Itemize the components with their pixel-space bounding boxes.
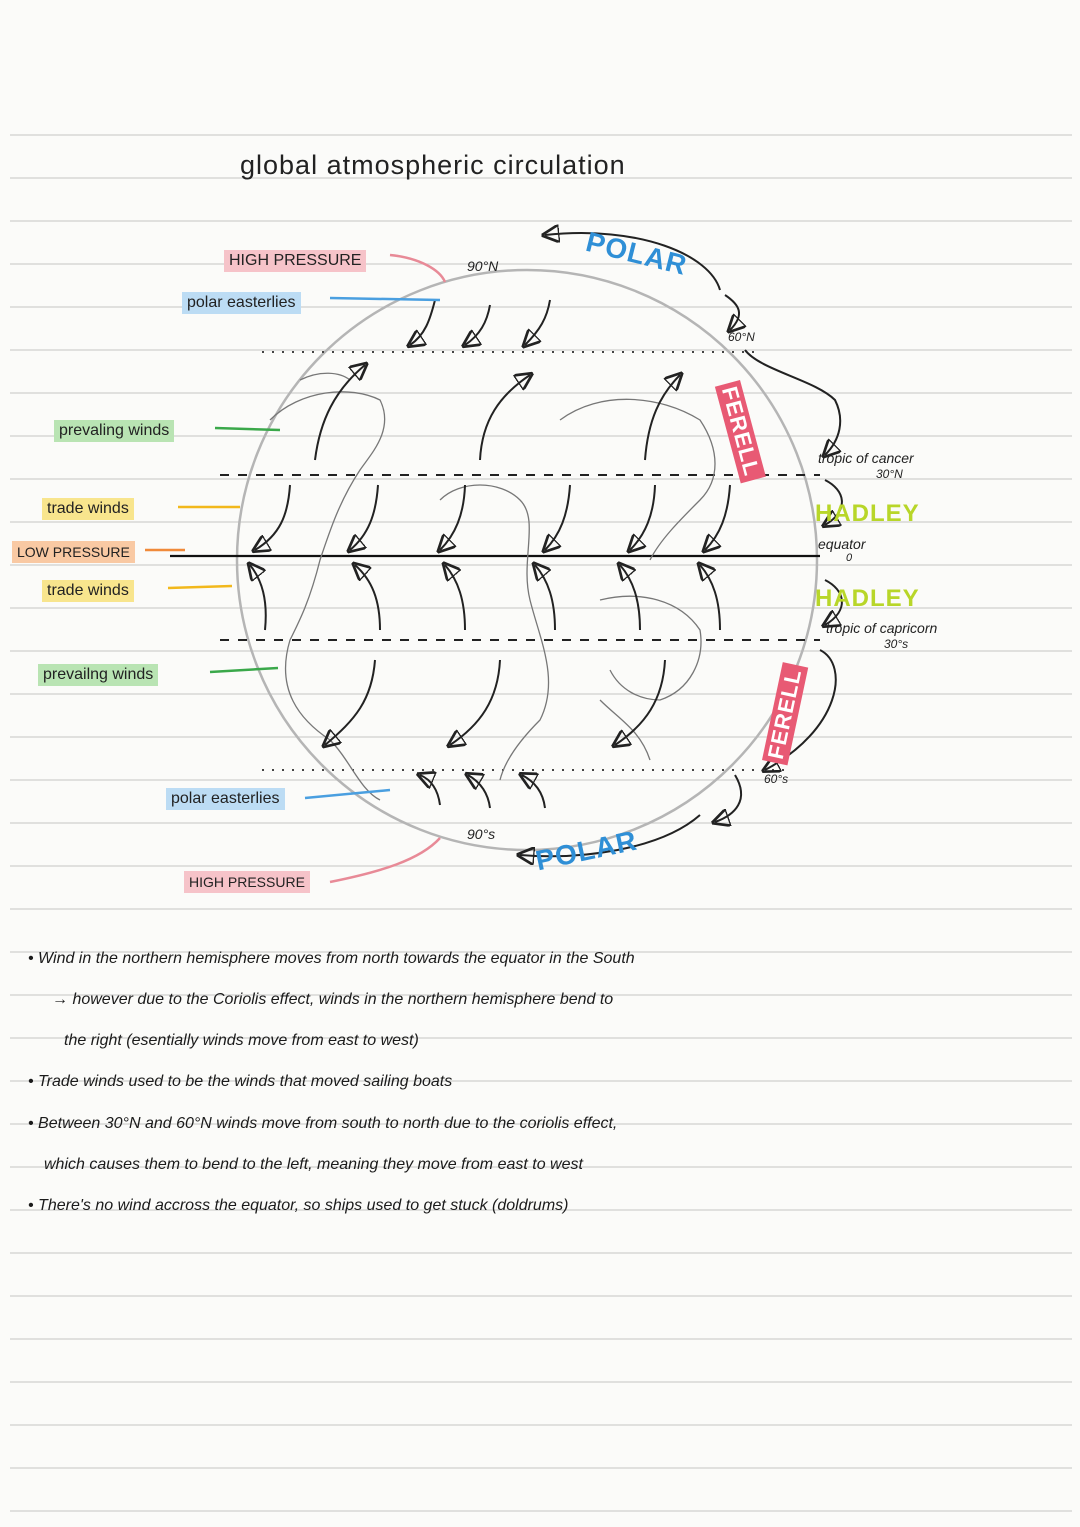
tropic-capricorn-label: tropic of capricorn xyxy=(826,620,938,636)
low-pressure-label: LOW PRESSURE xyxy=(12,541,135,563)
note-line-6: which causes them to bend to the left, meaning they move from east to west xyxy=(44,1156,583,1173)
north-pole-label: 90°N xyxy=(467,258,499,274)
high-pressure-bottom-pointer xyxy=(330,838,440,882)
prevailing-winds-top-label: prevaling winds xyxy=(54,420,174,442)
note-line-7: • There's no wind accross the equator, so ships used to get stuck (doldrums) xyxy=(28,1197,569,1214)
tropic-capricorn-degree: 30°s xyxy=(884,637,909,651)
hadley-cell-north-label: HADLEY xyxy=(815,500,920,527)
polar-easterlies-top-pointer xyxy=(330,298,440,300)
high-pressure-bottom-label: HIGH PRESSURE xyxy=(184,871,310,893)
high-pressure-top-label: HIGH PRESSURE xyxy=(224,250,366,272)
hadley-cell-south-label: HADLEY xyxy=(815,585,920,612)
prevailing-top-pointer xyxy=(215,428,280,430)
ferell-cell-south-label: FERELL xyxy=(762,663,808,766)
note-line-3: the right (esentially winds move from east to west) xyxy=(64,1032,419,1049)
polar-easterlies-bottom-pointer xyxy=(305,790,390,798)
note-line-4: • Trade winds used to be the winds that moved sailing boats xyxy=(28,1073,453,1090)
prevailing-bottom-pointer xyxy=(210,668,278,672)
sixty-north-label: 60°N xyxy=(728,330,755,344)
westerly-arrows-north xyxy=(315,365,680,460)
trade-winds-top-label: trade winds xyxy=(42,498,134,520)
westerly-arrows-south xyxy=(325,660,665,745)
polar-easterlies-top-label: polar easterlies xyxy=(182,292,301,314)
tropic-cancer-degree: 30°N xyxy=(876,467,903,481)
sixty-south-label: 60°s xyxy=(764,772,789,786)
equator-degree: 0 xyxy=(846,552,853,564)
polar-wind-arrows-north xyxy=(410,300,550,345)
tropic-cancer-label: tropic of cancer xyxy=(818,450,914,466)
equator-label: equator xyxy=(818,536,866,552)
note-line-5: • Between 30°N and 60°N winds move from south to north due to the coriolis effect, xyxy=(28,1115,618,1132)
high-pressure-top-pointer xyxy=(390,255,445,282)
south-pole-label: 90°s xyxy=(467,826,496,842)
trade-winds-bottom-label: trade winds xyxy=(42,580,134,602)
polar-cell-south-label: POLAR xyxy=(532,824,640,877)
note-line-2: → however due to the Coriolis effect, winds in the northern hemisphere bend to xyxy=(52,991,614,1008)
prevailing-winds-bottom-label: prevailng winds xyxy=(38,664,158,686)
polar-wind-arrows-south xyxy=(420,775,545,808)
note-line-1: • Wind in the northern hemisphere moves from north towards the equator in the South xyxy=(28,950,635,967)
page-title: global atmospheric circulation xyxy=(240,150,626,180)
polar-easterlies-bottom-label: polar easterlies xyxy=(166,788,285,810)
trade-bottom-pointer xyxy=(168,586,232,588)
polar-cell-north-label: POLAR xyxy=(582,226,691,282)
cell-arcs xyxy=(520,233,842,856)
ferell-cell-north-label: FERELL xyxy=(715,380,766,483)
